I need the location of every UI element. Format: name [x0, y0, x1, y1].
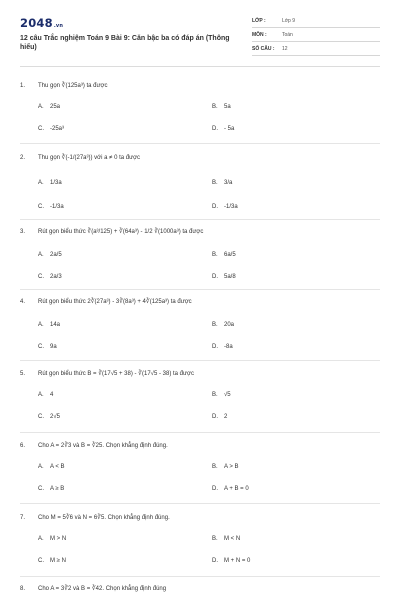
question-4-text: Rút gọn biểu thức 2∛(27a³) - 3∛(8a³) + 4∛(125a³) ta được: [38, 299, 192, 305]
question-8-number: 8.: [20, 586, 26, 592]
question-4-prompt: [20, 298, 192, 305]
question-7-option-a[interactable]: [38, 536, 66, 542]
question-1-option-d[interactable]: [212, 126, 234, 132]
question-3-text: Rút gọn biểu thức ∛(a³/125) + ∛(64a³) - 1/2 ∛(1000a³) ta được: [38, 229, 204, 235]
question-1-text: Thu gọn ∛(125a³) ta được: [38, 83, 108, 89]
option-letter: C.: [38, 558, 44, 564]
question-2-number: 2.: [20, 155, 26, 161]
question-7-text: Cho M = 5∛6 và N = 6∛5. Chọn khẳng định đúng.: [38, 515, 170, 521]
question-3-prompt: [20, 228, 203, 235]
option-letter: A.: [38, 464, 44, 470]
option-text: -8a: [224, 344, 233, 350]
question-7-number: 7.: [20, 515, 26, 521]
meta-count-key: SỐ CÂU :: [252, 46, 275, 52]
option-text: A < B: [50, 464, 65, 470]
site-logo[interactable]: [20, 16, 63, 30]
question-2-option-a[interactable]: [38, 180, 62, 186]
option-letter: A.: [38, 104, 44, 110]
option-text: 1/3a: [50, 180, 62, 186]
option-text: -1/3a: [224, 204, 238, 210]
option-letter: B.: [212, 322, 218, 328]
option-text: 2a/3: [50, 274, 62, 280]
meta-count: [252, 42, 380, 56]
option-letter: B.: [212, 104, 218, 110]
logo-text: 2048: [20, 16, 53, 30]
option-letter: A.: [38, 252, 44, 258]
question-7-option-b[interactable]: [212, 536, 240, 542]
option-text: A + B = 0: [224, 486, 249, 492]
option-text: 9a: [50, 344, 57, 350]
option-letter: C.: [38, 414, 44, 420]
option-letter: A.: [38, 322, 44, 328]
option-text: -1/3a: [50, 204, 64, 210]
option-text: √5: [224, 392, 231, 398]
header-divider: [20, 66, 380, 67]
question-5-prompt: [20, 370, 194, 377]
question-divider: [20, 503, 380, 504]
question-6-option-b[interactable]: [212, 464, 239, 470]
question-8-prompt: [20, 585, 166, 592]
question-divider: [20, 143, 380, 144]
meta-subject-key: MÔN :: [252, 32, 267, 38]
option-letter: C.: [38, 126, 44, 132]
option-text: M > N: [50, 536, 67, 542]
option-text: 2: [224, 414, 228, 420]
option-text: 3/a: [224, 180, 233, 186]
option-letter: D.: [212, 344, 218, 350]
question-1-option-a[interactable]: [38, 104, 60, 110]
logo-tld: .vn: [53, 23, 64, 29]
question-1-number: 1.: [20, 83, 26, 89]
option-letter: C.: [38, 204, 44, 210]
option-letter: B.: [212, 392, 218, 398]
question-4-option-b[interactable]: [212, 322, 234, 328]
question-2-text: Thu gọn ∛(-1/(27a³)) với a ≠ 0 ta được: [38, 155, 141, 161]
option-letter: D.: [212, 126, 218, 132]
question-4-option-a[interactable]: [38, 322, 60, 328]
option-letter: B.: [212, 464, 218, 470]
question-3-option-b[interactable]: [212, 252, 236, 258]
question-2-option-c[interactable]: [38, 204, 64, 210]
option-text: A > B: [224, 464, 239, 470]
page-title: 12 câu Trắc nghiệm Toán 9 Bài 9: Căn bậc ba có đáp án (Thông hiểu): [20, 35, 230, 51]
meta-class-key: LỚP :: [252, 18, 266, 24]
option-letter: D.: [212, 204, 218, 210]
question-3-number: 3.: [20, 229, 26, 235]
option-letter: A.: [38, 180, 44, 186]
option-letter: D.: [212, 274, 218, 280]
meta-count-value: 12: [282, 46, 288, 52]
question-6-text: Cho A = 2∛3 và B = ∛25. Chọn khẳng định đúng.: [38, 443, 168, 449]
question-4-number: 4.: [20, 299, 26, 305]
option-text: 5a/8: [224, 274, 236, 280]
question-5-option-b[interactable]: [212, 392, 231, 398]
question-2-prompt: [20, 154, 140, 161]
question-4-option-d[interactable]: [212, 344, 233, 350]
question-6-number: 6.: [20, 443, 26, 449]
question-3-option-d[interactable]: [212, 274, 236, 280]
question-7-prompt: [20, 514, 170, 521]
question-5-text: Rút gọn biểu thức B = ∛(17√5 + 38) - ∛(17√5 - 38) ta được: [38, 371, 194, 377]
option-text: 2a/5: [50, 252, 62, 258]
question-4-option-c[interactable]: [38, 344, 57, 350]
option-text: -25a³: [50, 126, 65, 132]
option-letter: D.: [212, 558, 218, 564]
option-letter: D.: [212, 486, 218, 492]
question-2-option-b[interactable]: [212, 180, 232, 186]
question-6-prompt: [20, 442, 168, 449]
option-letter: C.: [38, 486, 44, 492]
question-2-option-d[interactable]: [212, 204, 238, 210]
option-letter: B.: [212, 252, 218, 258]
question-3-option-c[interactable]: [38, 274, 62, 280]
option-text: A ≥ B: [50, 486, 65, 492]
question-5-option-a[interactable]: [38, 392, 53, 398]
option-text: M ≥ N: [50, 558, 66, 564]
option-letter: A.: [38, 392, 44, 398]
option-text: 4: [50, 392, 54, 398]
meta-class: [252, 14, 380, 28]
question-6-option-d[interactable]: [212, 486, 249, 492]
question-divider: [20, 219, 380, 220]
question-5-number: 5.: [20, 371, 26, 377]
question-divider: [20, 289, 380, 290]
question-8-text: Cho A = 3∛2 và B = ∛42. Chọn khẳng định đúng: [38, 586, 167, 592]
option-letter: B.: [212, 536, 218, 542]
option-text: - 5a: [224, 126, 235, 132]
question-divider: [20, 576, 380, 577]
question-5-option-d[interactable]: [212, 414, 227, 420]
question-6-option-c[interactable]: [38, 486, 64, 492]
option-letter: D.: [212, 414, 218, 420]
meta-subject-value: Toán: [282, 32, 293, 38]
question-7-option-d[interactable]: [212, 558, 250, 564]
question-1-option-c[interactable]: [38, 126, 64, 132]
option-text: 6a/5: [224, 252, 236, 258]
option-letter: C.: [38, 274, 44, 280]
question-6-option-a[interactable]: [38, 464, 65, 470]
option-text: M + N = 0: [224, 558, 251, 564]
question-divider: [20, 360, 380, 361]
option-letter: C.: [38, 344, 44, 350]
option-text: 25a: [50, 104, 61, 110]
option-letter: A.: [38, 536, 44, 542]
question-1-prompt: [20, 82, 107, 89]
question-1-option-b[interactable]: [212, 104, 231, 110]
option-text: 14a: [50, 322, 61, 328]
option-letter: B.: [212, 180, 218, 186]
option-text: 20a: [224, 322, 235, 328]
question-7-option-c[interactable]: [38, 558, 66, 564]
meta-subject: [252, 28, 380, 42]
question-5-option-c[interactable]: [38, 414, 60, 420]
question-3-option-a[interactable]: [38, 252, 62, 258]
meta-class-value: Lớp 9: [282, 18, 296, 24]
option-text: 2√5: [50, 414, 60, 420]
option-text: 5a: [224, 104, 231, 110]
option-text: M < N: [224, 536, 241, 542]
question-divider: [20, 432, 380, 433]
